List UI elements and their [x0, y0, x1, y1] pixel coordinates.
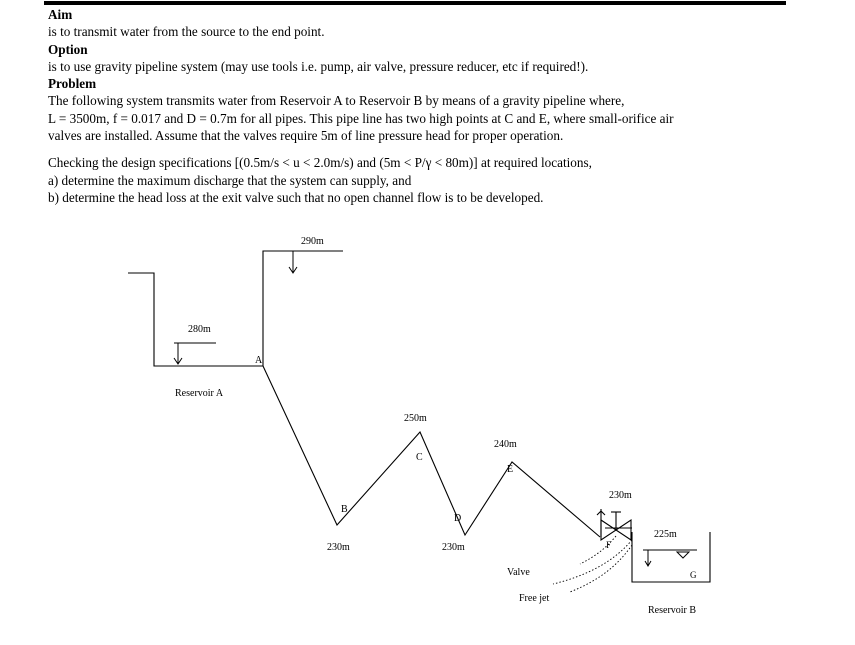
reservoir-a-left-wall	[128, 273, 263, 366]
label-250m: 250m	[404, 413, 427, 424]
option-heading: Option	[48, 41, 88, 57]
reservoir-b-label: Reservoir B	[648, 605, 697, 616]
label-225m: 225m	[654, 529, 677, 540]
label-290m: 290m	[301, 236, 324, 247]
aim-heading: Aim	[48, 7, 73, 22]
free-jet-lines	[553, 536, 632, 592]
point-a-label: A	[255, 355, 263, 366]
aim-body: is to transmit water from the source to the end point.	[48, 24, 325, 40]
point-f-label: F	[606, 540, 612, 550]
label-230m-f: 230m	[609, 490, 632, 501]
label-230m-b: 230m	[327, 542, 350, 553]
task-b: b) determine the head loss at the exit valve such that no open channel flow is to be developed.	[48, 189, 544, 205]
problem-line-1: The following system transmits water from Reservoir A to Reservoir B by means of a gravity pipeline where,	[48, 93, 625, 109]
point-d-label: D	[454, 513, 462, 524]
point-e-label: E	[507, 464, 514, 475]
point-c-label: C	[416, 452, 423, 463]
valve-label: Valve	[507, 567, 530, 578]
problem-line-3: valves are installed. Assume that the valves require 5m of line pressure head for proper operation.	[48, 128, 564, 144]
free-jet-label: Free jet	[519, 593, 550, 604]
problem-line-2: L = 3500m, f = 0.017 and D = 0.7m for all pipes. This pipe line has two high points at C and E, where small-orifice air	[48, 110, 674, 126]
problem-heading: Problem	[48, 76, 97, 92]
option-body: is to use gravity pipeline system (may use tools i.e. pump, air valve, pressure reducer, etc if required!).	[48, 58, 589, 74]
water-level-marker-b	[677, 552, 689, 558]
reservoir-a-right-wall	[263, 251, 292, 366]
valve-icon	[597, 509, 631, 540]
label-240m: 240m	[494, 439, 517, 450]
check-line: Checking the design specifications [(0.5m/s < u < 2.0m/s) and (5m < P/γ < 80m)] at required locations,	[48, 155, 592, 171]
task-a: a) determine the maximum discharge that the system can supply, and	[48, 172, 412, 188]
reservoir-a-label: Reservoir A	[175, 388, 224, 399]
label-230m-d: 230m	[442, 542, 465, 553]
point-g-label: G	[690, 570, 697, 580]
label-280m: 280m	[188, 324, 211, 335]
point-b-label: B	[341, 504, 348, 515]
pipeline-profile	[263, 366, 600, 537]
